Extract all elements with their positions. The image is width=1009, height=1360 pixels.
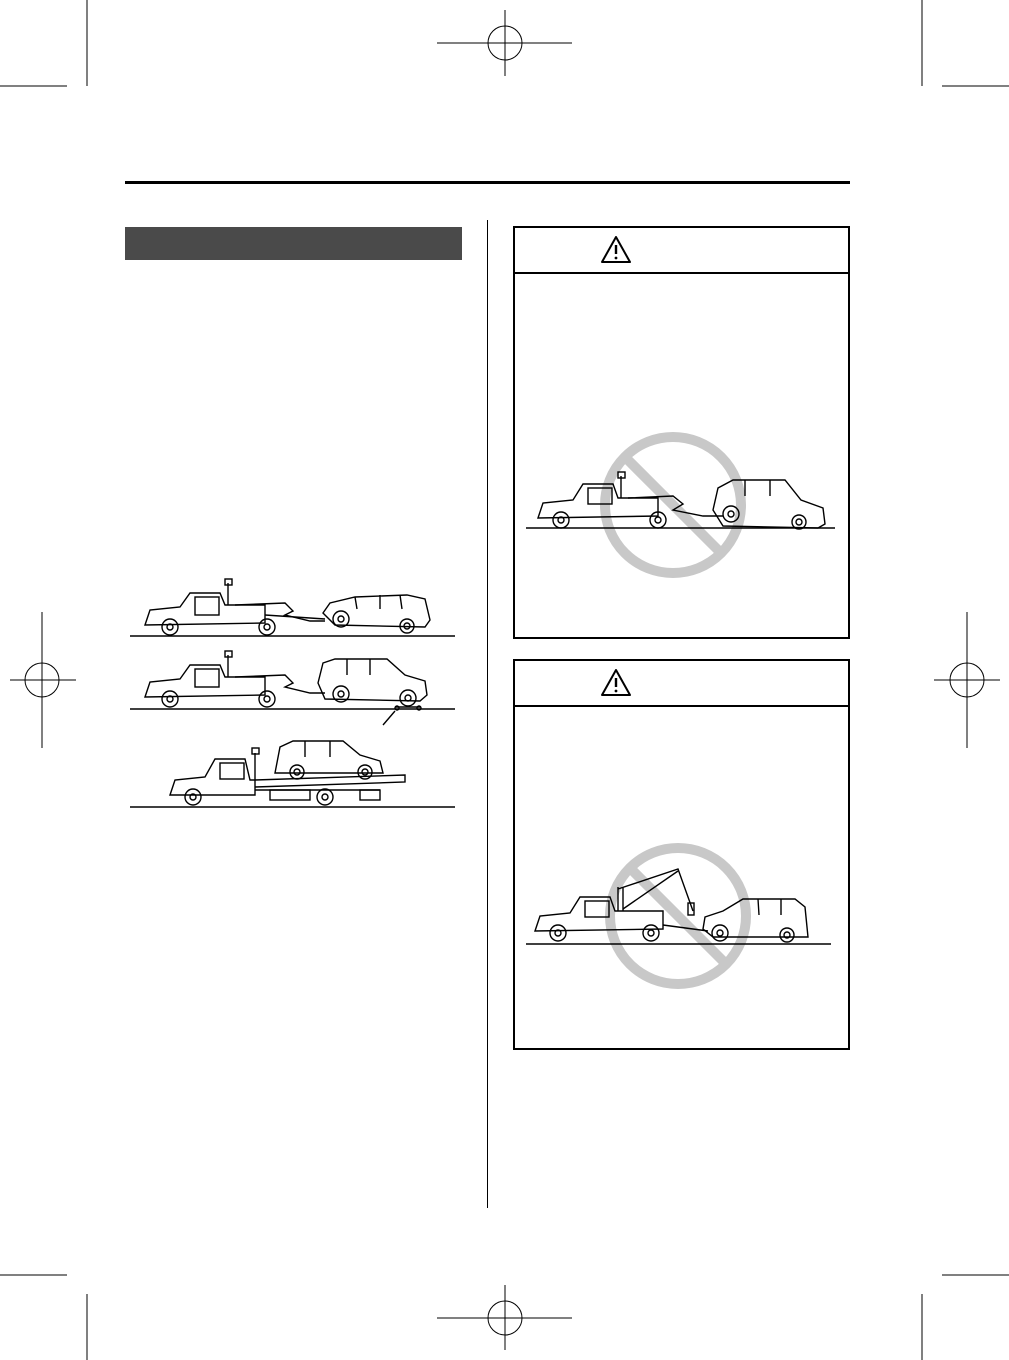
column-divider xyxy=(487,220,488,1208)
prohibited-tow-illustration-1 xyxy=(523,428,843,598)
prohibited-tow-illustration-2 xyxy=(523,839,843,1009)
body-text xyxy=(125,275,462,555)
warning-box-2 xyxy=(513,659,850,1050)
warning-triangle-icon xyxy=(599,234,633,266)
warning-box-header xyxy=(515,661,848,707)
header-rule xyxy=(125,181,850,184)
warning-triangle-icon xyxy=(599,667,633,699)
towing-methods-illustration xyxy=(125,575,465,815)
section-heading-bar xyxy=(125,227,462,260)
warning-box-header xyxy=(515,228,848,274)
warning-box-1 xyxy=(513,226,850,639)
